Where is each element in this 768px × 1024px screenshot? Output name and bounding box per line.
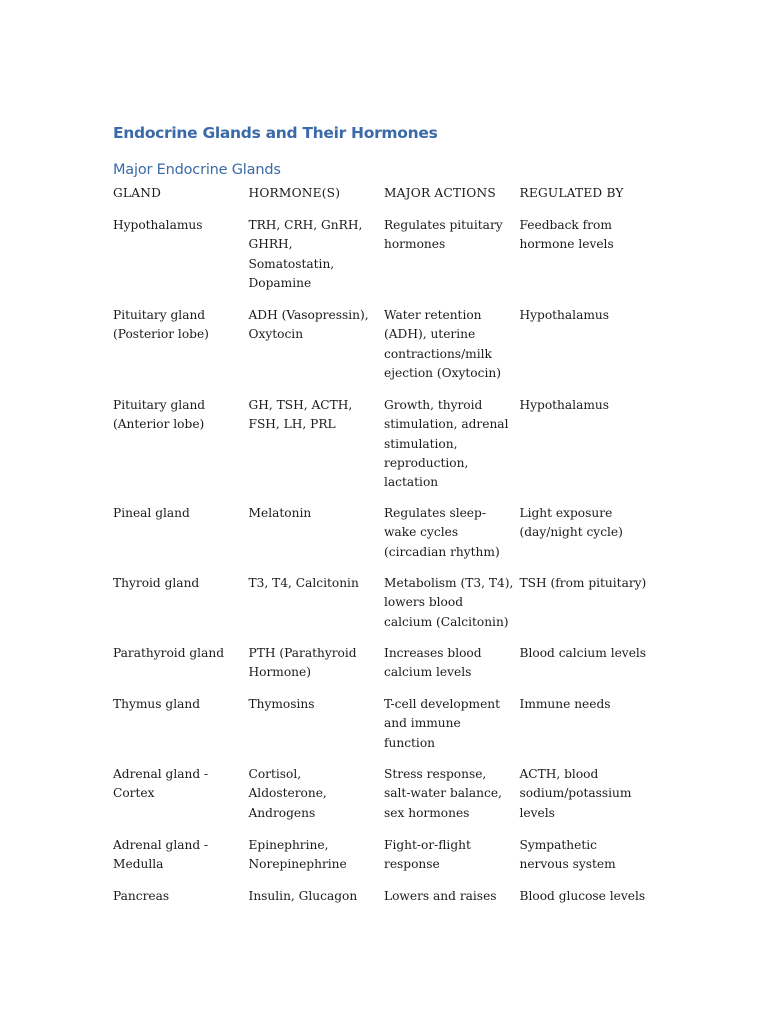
cell-gland: Adrenal gland - Cortex bbox=[113, 767, 209, 801]
cell-gland: Parathyroid gland bbox=[113, 646, 224, 660]
table-row bbox=[113, 836, 653, 887]
cell-hormones: Cortisol, Aldosterone, Androgens bbox=[248, 767, 327, 820]
cell-regulated-by: Feedback from hormone levels bbox=[519, 218, 614, 252]
header-hormones: HORMONE(S) bbox=[248, 186, 341, 200]
cell-gland: Thymus gland bbox=[113, 697, 201, 711]
cell-actions: T-cell development and immune function bbox=[384, 697, 501, 750]
cell-regulated-by: Blood glucose levels bbox=[519, 889, 646, 903]
cell-hormones: Melatonin bbox=[248, 506, 312, 520]
cell-actions: Regulates pituitary hormones bbox=[384, 218, 503, 252]
cell-regulated-by: Hypothalamus bbox=[519, 308, 609, 322]
header-regulated-by: REGULATED BY bbox=[519, 186, 624, 200]
document-title: Endocrine Glands and Their Hormones bbox=[113, 124, 438, 142]
cell-actions: Regulates sleep-wake cycles (circadian rhythm) bbox=[384, 506, 500, 559]
cell-actions: Metabolism (T3, T4), lowers blood calcium (Calcitonin) bbox=[384, 576, 514, 629]
cell-regulated-by: Immune needs bbox=[519, 697, 611, 711]
cell-actions: Fight-or-flight response bbox=[384, 838, 471, 872]
cell-hormones: T3, T4, Calcitonin bbox=[248, 576, 359, 590]
header-gland: GLAND bbox=[113, 186, 162, 200]
cell-hormones: GH, TSH, ACTH, FSH, LH, PRL bbox=[248, 398, 353, 432]
cell-hormones: Insulin, Glucagon bbox=[248, 889, 358, 903]
table-row bbox=[113, 644, 653, 695]
cell-actions: Growth, thyroid stimulation, adrenal stimulation, reproduction, lactation bbox=[384, 398, 509, 490]
cell-hormones: Epinephrine, Norepinephrine bbox=[248, 838, 347, 872]
cell-actions: Stress response, salt-water balance, sex hormones bbox=[384, 767, 502, 820]
table-row bbox=[113, 765, 653, 836]
cell-regulated-by: TSH (from pituitary) bbox=[519, 576, 647, 590]
table-row bbox=[113, 504, 653, 574]
table-row bbox=[113, 216, 653, 306]
cell-regulated-by: ACTH, blood sodium/potassium levels bbox=[519, 767, 632, 820]
cell-hormones: TRH, CRH, GnRH, GHRH, Somatostatin, Dopamine bbox=[248, 218, 363, 290]
cell-gland: Pancreas bbox=[113, 889, 170, 903]
table-row bbox=[113, 887, 653, 917]
cell-gland: Hypothalamus bbox=[113, 218, 203, 232]
cell-actions: Lowers and raises bbox=[384, 889, 497, 903]
cell-gland: Pineal gland bbox=[113, 506, 190, 520]
table-header-row bbox=[113, 184, 653, 216]
cell-hormones: PTH (Parathyroid Hormone) bbox=[248, 646, 357, 680]
table-row bbox=[113, 306, 653, 396]
cell-gland: Pituitary gland (Posterior lobe) bbox=[113, 308, 209, 342]
cell-gland: Adrenal gland - Medulla bbox=[113, 838, 209, 872]
cell-regulated-by: Blood calcium levels bbox=[519, 646, 647, 660]
header-major-actions: MAJOR ACTIONS bbox=[384, 186, 496, 200]
table-row bbox=[113, 695, 653, 765]
cell-actions: Water retention (ADH), uterine contractions/milk ejection (Oxytocin) bbox=[384, 308, 501, 380]
table-row bbox=[113, 574, 653, 644]
cell-regulated-by: Light exposure (day/night cycle) bbox=[519, 506, 623, 540]
cell-gland: Thyroid gland bbox=[113, 576, 200, 590]
table-row bbox=[113, 396, 653, 504]
cell-regulated-by: Hypothalamus bbox=[519, 398, 609, 412]
endocrine-glands-table bbox=[113, 184, 653, 917]
cell-hormones: ADH (Vasopressin), Oxytocin bbox=[248, 308, 369, 342]
cell-regulated-by: Sympathetic nervous system bbox=[519, 838, 616, 872]
cell-actions: Increases blood calcium levels bbox=[384, 646, 482, 680]
cell-gland: Pituitary gland (Anterior lobe) bbox=[113, 398, 206, 432]
cell-hormones: Thymosins bbox=[248, 697, 315, 711]
section-heading: Major Endocrine Glands bbox=[113, 162, 281, 178]
